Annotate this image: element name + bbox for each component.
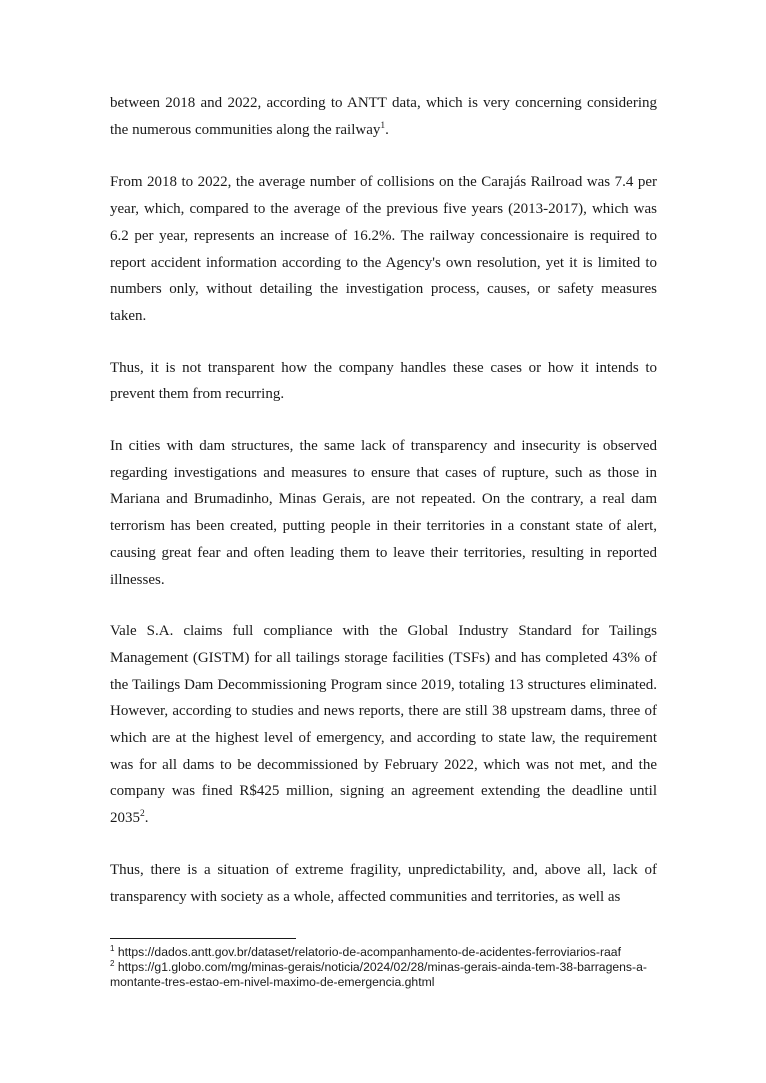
footnote-ref-2[interactable]: 2 xyxy=(140,809,145,820)
paragraph-5-text: Vale S.A. claims full compliance with the Global Industry Standard for Tailings Management (GISTM) for all tailings storage facilities (TSFs) and has completed 43% of the Tailings Dam Decommissioning Program since 2019, totaling 13 structures eliminated. However, according to studies and news reports, there are still 38 upstream dams, three of which are at the highest level of emergency, and according to state law, the requirement was for all dams to be decommissioned by February 2022, which was not met, and the company was fined R$425 million, signing an agreement extending the deadline until 2035 xyxy=(110,623,657,827)
footnotes xyxy=(110,938,670,990)
paragraph-1-tail: . xyxy=(385,121,389,138)
footnote-1 xyxy=(110,945,670,960)
paragraph-5 xyxy=(110,618,657,832)
footnote-2 xyxy=(110,960,670,990)
footnote-separator xyxy=(110,938,296,939)
footnote-1-number: 1 xyxy=(110,943,115,953)
footnote-ref-1[interactable]: 1 xyxy=(380,120,386,131)
paragraph-6: Thus, there is a situation of extreme fragility, unpredictability, and, above all, lack of transparency with society as a whole, affected communities and territories, as well as xyxy=(110,861,657,905)
paragraph-1 xyxy=(110,90,657,143)
paragraph-4: In cities with dam structures, the same lack of transparency and insecurity is observed regarding investigations and measures to ensure that cases of rupture, such as those in Mariana and Brumadinho, Minas Gerais, are not repeated. On the contrary, a real dam terrorism has been created, putting people in their territories in a constant state of alert, causing great fear and often leading them to leave their territories, resulting in reported illnesses. xyxy=(110,438,657,588)
paragraph-3: Thus, it is not transparent how the company handles these cases or how it intends to prevent them from recurring. xyxy=(110,359,657,403)
paragraph-2: From 2018 to 2022, the average number of collisions on the Carajás Railroad was 7.4 per year, which, compared to the average of the previous five years (2013-2017), which was 6.2 per year, represents an increase of 16.2%. The railway concessionaire is required to report accident information according to the Agency's own resolution, yet it is limited to numbers only, without detailing the investigation process, causes, or safety measures taken. xyxy=(110,174,657,324)
paragraph-5-tail: . xyxy=(144,810,149,827)
footnote-1-link[interactable]: https://dados.antt.gov.br/dataset/relatorio-de-acompanhamento-de-acidentes-ferroviarios-raaf xyxy=(117,945,621,959)
footnote-2-number: 2 xyxy=(110,958,115,968)
paragraph-1-text: between 2018 and 2022, according to ANTT data, which is very concerning considering the numerous communities along the railway xyxy=(110,95,657,138)
footnote-2-link[interactable]: https://g1.globo.com/mg/minas-gerais/noticia/2024/02/28/minas-gerais-ainda-tem-38-barragens-a-montante-tres-estao-em-nivel-maximo-de-emergencia.ghtml xyxy=(110,960,647,989)
body-text xyxy=(110,90,657,935)
